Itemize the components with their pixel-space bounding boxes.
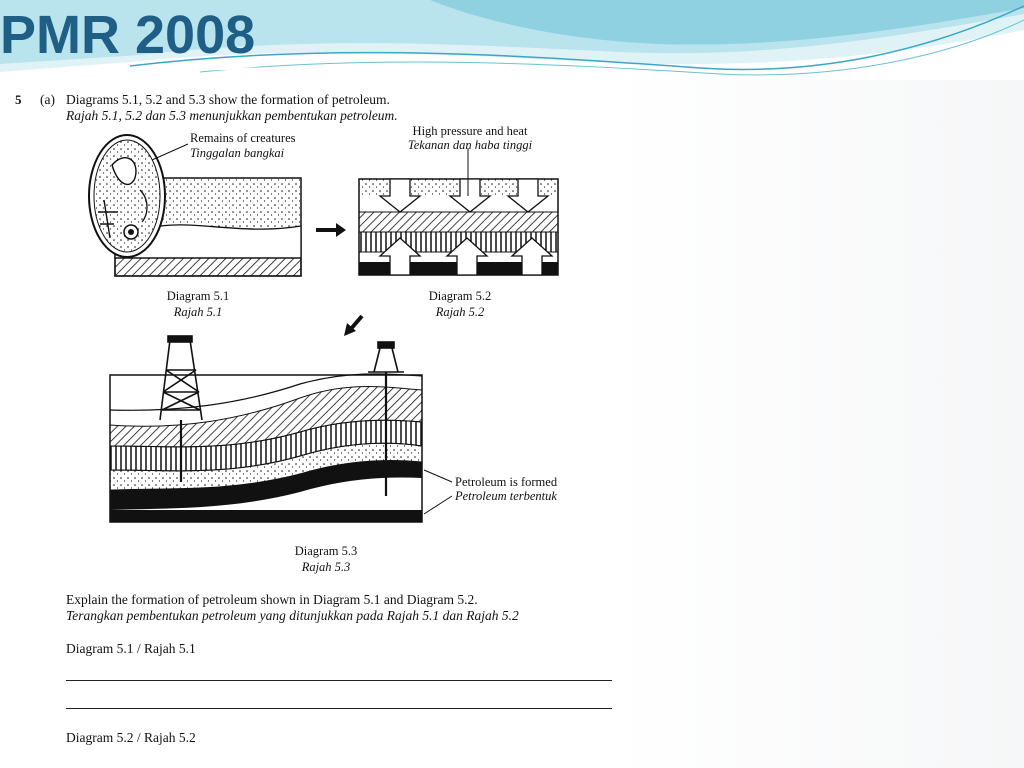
diagram-5-2-callout-ms: Tekanan dan haba tinggi: [407, 138, 533, 152]
diagram-5-2-caption-en: Diagram 5.2: [428, 289, 492, 303]
slide-title: PMR 2008: [0, 5, 256, 65]
question-instruction-en: Explain the formation of petroleum shown in Diagram 5.1 and Diagram 5.2.: [66, 592, 478, 607]
answer-prompt-diagram-5-2: Diagram 5.2 / Rajah 5.2: [66, 730, 196, 745]
diagram-5-1-caption-ms: Rajah 5.1: [173, 305, 223, 319]
diagram-5-3-callout-ms: Petroleum terbentuk: [455, 489, 557, 503]
diagram-5-1-callout-ms: Tinggalan bangkai: [190, 146, 285, 160]
answer-line: [66, 708, 612, 709]
diagram-5-3: [110, 336, 452, 522]
answer-line: [66, 680, 612, 681]
diagram-5-2-caption-ms: Rajah 5.2: [435, 305, 485, 319]
question-number: 5: [15, 92, 22, 107]
diagram-5-3-callout-en: Petroleum is formed: [455, 475, 558, 489]
answer-prompt-diagram-5-1: Diagram 5.1 / Rajah 5.1: [66, 641, 196, 656]
diagram-5-2: [359, 148, 558, 275]
question-intro-ms: Rajah 5.1, 5.2 dan 5.3 menunjukkan pembentukan petroleum.: [66, 108, 398, 123]
slide-background-right: [615, 80, 1024, 768]
diagram-5-3-caption-en: Diagram 5.3: [294, 544, 358, 558]
question-intro-en: Diagrams 5.1, 5.2 and 5.3 show the formation of petroleum.: [66, 92, 390, 107]
diagram-5-2-callout-en: High pressure and heat: [412, 124, 528, 138]
question-instruction-ms: Terangkan pembentukan petroleum yang ditunjukkan pada Rajah 5.1 dan Rajah 5.2: [66, 608, 519, 623]
question-part: (a): [40, 92, 55, 107]
diagram-5-1-callout-en: Remains of creatures: [190, 131, 296, 145]
diagram-5-1-caption-en: Diagram 5.1: [166, 289, 230, 303]
diagram-5-3-caption-ms: Rajah 5.3: [301, 560, 351, 574]
